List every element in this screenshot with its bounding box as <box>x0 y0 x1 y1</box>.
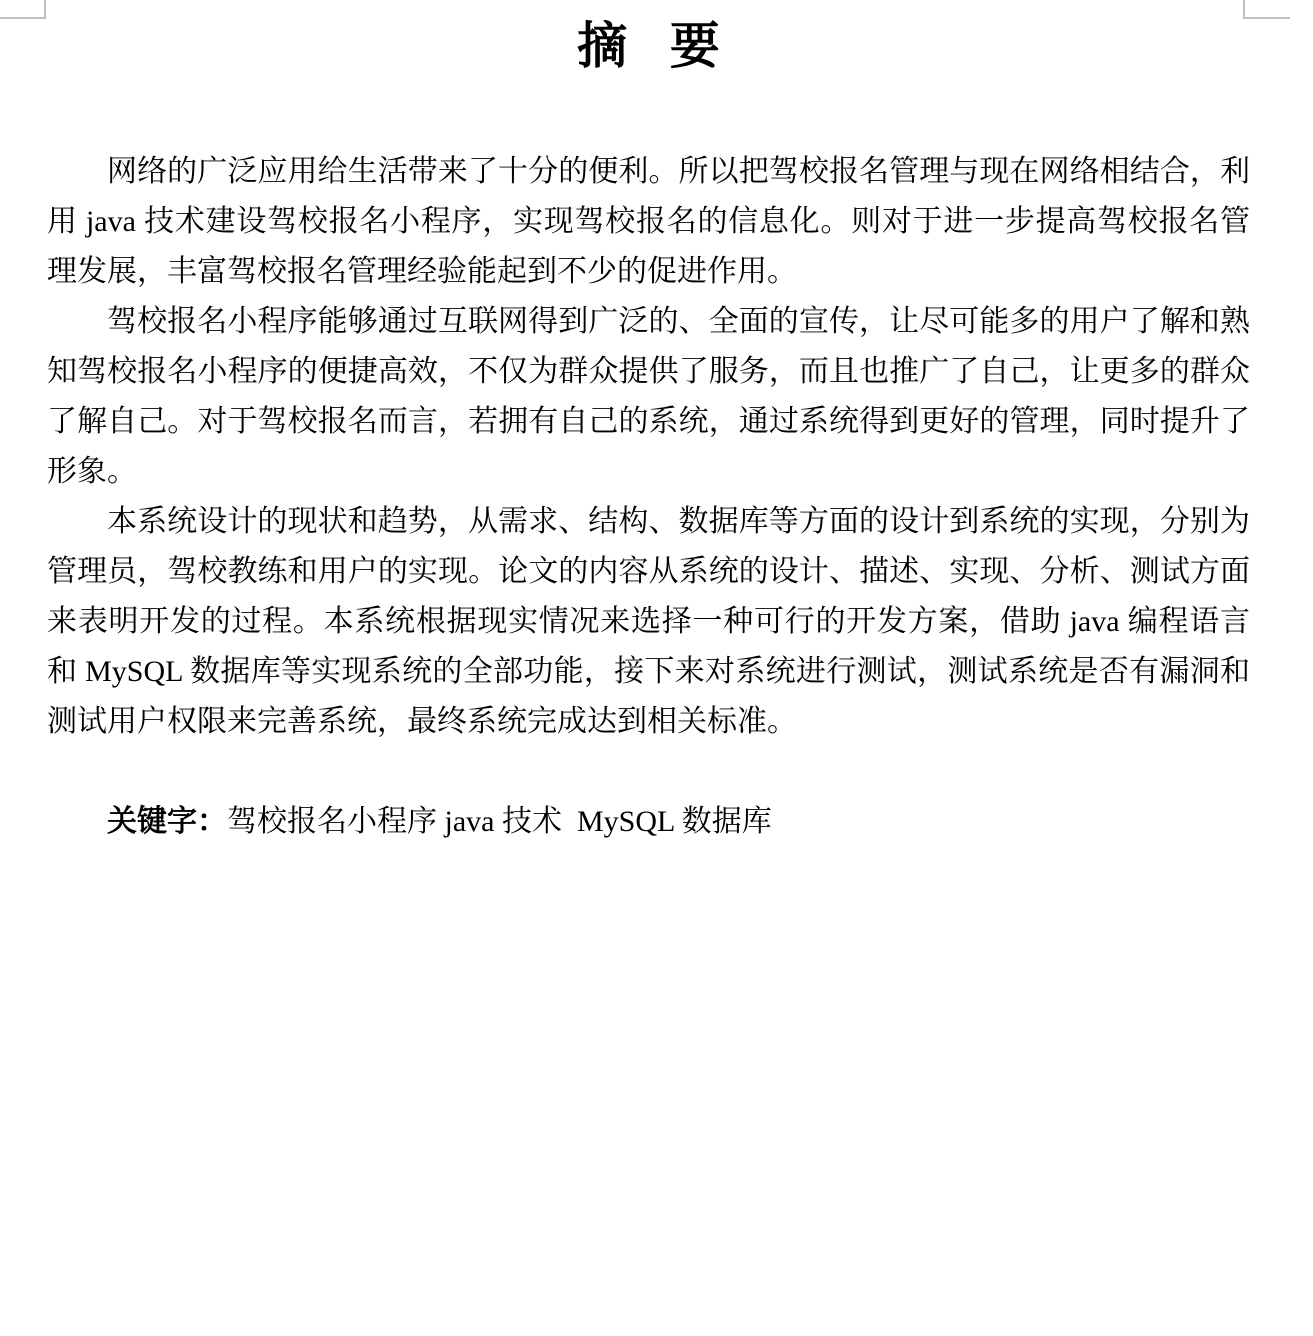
abstract-paragraph-1: 网络的广泛应用给生活带来了十分的便利。所以把驾校报名管理与现在网络相结合，利用 java 技术建设驾校报名小程序，实现驾校报名的信息化。则对于进一步提高驾校报名管理发展，丰富驾校报名管理经验能起到不少的促进作用。 <box>47 155 1250 288</box>
text-boundary-mark-top-right-horizontal <box>1243 17 1290 19</box>
text-boundary-mark-top-left-horizontal <box>0 17 46 19</box>
abstract-paragraph-3: 本系统设计的现状和趋势，从需求、结构、数据库等方面的设计到系统的实现，分别为管理员，驾校教练和用户的实现。论文的内容从系统的设计、描述、实现、分析、测试方面来表明开发的过程。本系统根据现实情况来选择一种可行的开发方案，借助 java 编程语言和 MySQL 数据库等实现系统的全部功能，接下来对系统进行测试，测试系统是否有漏洞和测试用户权限来完善系统，最终系统完成达到相关标准。 <box>47 505 1250 738</box>
page-title: 摘 要 <box>577 18 720 74</box>
text-boundary-mark-top-left-vertical <box>44 0 46 18</box>
abstract-body <box>47 147 1250 847</box>
abstract-paragraph-2: 驾校报名小程序能够通过互联网得到广泛的、全面的宣传，让尽可能多的用户了解和熟知驾校报名小程序的便捷高效，不仅为群众提供了服务，而且也推广了自己，让更多的群众了解自己。对于驾校报名而言，若拥有自己的系统，通过系统得到更好的管理，同时提升了形象。 <box>47 305 1250 488</box>
keywords-value: 驾校报名小程序 java 技术 MySQL 数据库 <box>227 805 772 838</box>
keywords-label: 关键字： <box>107 805 227 838</box>
abstract-content <box>47 0 1250 847</box>
keywords-line <box>47 797 1250 847</box>
